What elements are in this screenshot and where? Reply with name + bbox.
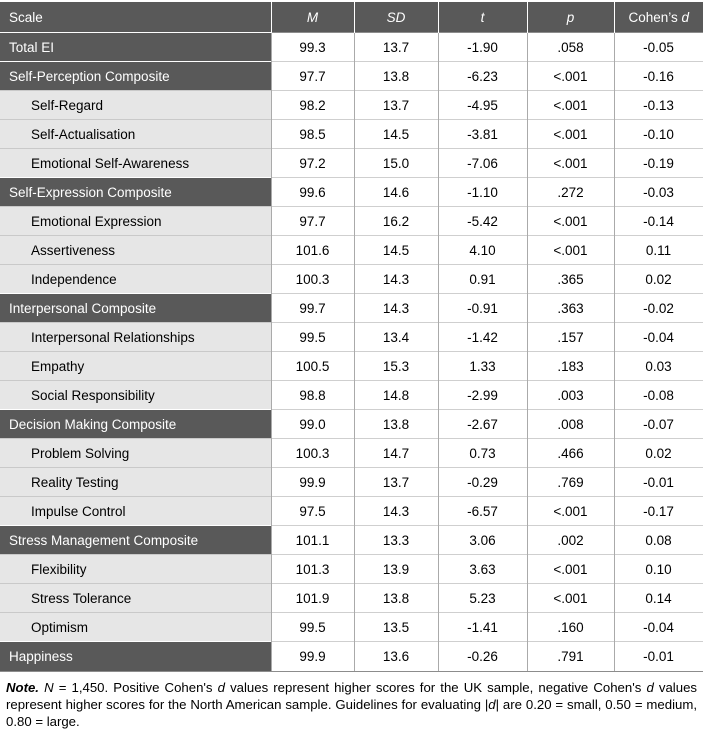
row-value-m: 97.2 — [271, 149, 354, 178]
column-header-cohens-d: Cohen’s d — [614, 1, 703, 33]
row-value-m: 97.7 — [271, 207, 354, 236]
note-segment-2: values represent higher scores for the UK sample, negative Cohen's — [224, 679, 647, 695]
row-value-p: .157 — [527, 323, 614, 352]
row-value-t: -1.90 — [438, 33, 527, 62]
note-d-symbol-2: d — [646, 679, 654, 695]
row-value-p: <.001 — [527, 584, 614, 613]
row-value-sd: 13.7 — [354, 468, 438, 497]
row-value-d: 0.02 — [614, 439, 703, 468]
row-value-d: -0.17 — [614, 497, 703, 526]
row-value-sd: 13.8 — [354, 584, 438, 613]
row-value-p: <.001 — [527, 120, 614, 149]
row-value-m: 99.6 — [271, 178, 354, 207]
row-value-p: .791 — [527, 642, 614, 671]
row-value-sd: 13.8 — [354, 410, 438, 439]
row-value-t: -6.23 — [438, 62, 527, 91]
row-value-m: 100.3 — [271, 265, 354, 294]
row-value-sd: 13.7 — [354, 33, 438, 62]
row-scale-label: Self-Expression Composite — [0, 178, 271, 207]
row-value-sd: 14.6 — [354, 178, 438, 207]
row-value-p: <.001 — [527, 207, 614, 236]
row-value-t: -0.29 — [438, 468, 527, 497]
row-value-d: -0.13 — [614, 91, 703, 120]
header-row — [0, 1, 703, 33]
row-value-sd: 14.5 — [354, 236, 438, 265]
row-scale-label: Emotional Self-Awareness — [0, 149, 271, 178]
row-value-m: 99.9 — [271, 642, 354, 671]
row-value-t: -2.99 — [438, 381, 527, 410]
row-value-t: -1.42 — [438, 323, 527, 352]
row-value-t: 3.06 — [438, 526, 527, 555]
row-value-d: -0.07 — [614, 410, 703, 439]
column-header-p — [527, 1, 614, 33]
row-value-m: 98.8 — [271, 381, 354, 410]
row-scale-label: Social Responsibility — [0, 381, 271, 410]
row-value-t: 4.10 — [438, 236, 527, 265]
row-value-t: -3.81 — [438, 120, 527, 149]
row-value-d: -0.03 — [614, 178, 703, 207]
cohens-d-italic-symbol: d — [681, 9, 690, 25]
row-value-d: -0.04 — [614, 323, 703, 352]
row-scale-label: Assertiveness — [0, 236, 271, 265]
row-value-d: -0.08 — [614, 381, 703, 410]
row-value-d: -0.05 — [614, 33, 703, 62]
table-row — [0, 265, 703, 294]
row-value-t: -1.10 — [438, 178, 527, 207]
row-value-sd: 14.3 — [354, 497, 438, 526]
row-scale-label: Interpersonal Relationships — [0, 323, 271, 352]
row-value-d: -0.19 — [614, 149, 703, 178]
row-scale-label: Self-Regard — [0, 91, 271, 120]
row-value-p: .272 — [527, 178, 614, 207]
row-scale-label: Stress Tolerance — [0, 584, 271, 613]
table-row — [0, 497, 703, 526]
row-value-t: -7.06 — [438, 149, 527, 178]
note-label: Note. — [6, 679, 39, 695]
row-value-p: .058 — [527, 33, 614, 62]
row-value-t: -5.42 — [438, 207, 527, 236]
table-row — [0, 352, 703, 381]
row-value-t: 5.23 — [438, 584, 527, 613]
row-value-t: -4.95 — [438, 91, 527, 120]
row-value-sd: 13.7 — [354, 91, 438, 120]
column-header-sd-label: SD — [386, 9, 406, 25]
row-value-t: -1.41 — [438, 613, 527, 642]
row-value-m: 100.3 — [271, 439, 354, 468]
row-value-m: 98.2 — [271, 91, 354, 120]
row-value-d: -0.10 — [614, 120, 703, 149]
row-scale-label: Total EI — [0, 33, 271, 62]
note-segment-3: values represent higher scores for the North American sample. Guidelines for evaluating | — [6, 679, 697, 712]
row-scale-label: Interpersonal Composite — [0, 294, 271, 323]
column-header-mean-label: M — [306, 9, 319, 25]
row-value-sd: 13.8 — [354, 62, 438, 91]
table-row — [0, 62, 703, 91]
row-value-sd: 14.8 — [354, 381, 438, 410]
row-value-sd: 15.0 — [354, 149, 438, 178]
row-value-d: -0.02 — [614, 294, 703, 323]
table-row — [0, 323, 703, 352]
row-value-p: <.001 — [527, 62, 614, 91]
row-value-sd: 14.7 — [354, 439, 438, 468]
row-value-sd: 13.5 — [354, 613, 438, 642]
column-header-t-label: t — [480, 9, 485, 25]
row-value-p: .160 — [527, 613, 614, 642]
row-scale-label: Decision Making Composite — [0, 410, 271, 439]
row-value-sd: 13.3 — [354, 526, 438, 555]
row-scale-label: Self-Perception Composite — [0, 62, 271, 91]
row-value-p: <.001 — [527, 555, 614, 584]
row-value-t: 3.63 — [438, 555, 527, 584]
row-value-d: 0.02 — [614, 265, 703, 294]
note-segment-4: | are 0.20 = small, 0.50 = medium, 0.80 = large. — [6, 696, 697, 729]
row-value-m: 101.3 — [271, 555, 354, 584]
column-header-mean — [271, 1, 354, 33]
row-value-p: <.001 — [527, 236, 614, 265]
row-value-m: 98.5 — [271, 120, 354, 149]
row-value-sd: 16.2 — [354, 207, 438, 236]
row-value-t: -2.67 — [438, 410, 527, 439]
row-value-m: 99.0 — [271, 410, 354, 439]
table-row — [0, 642, 703, 671]
table-row — [0, 149, 703, 178]
row-value-p: <.001 — [527, 91, 614, 120]
row-value-p: .003 — [527, 381, 614, 410]
table-row — [0, 207, 703, 236]
table-row — [0, 613, 703, 642]
note-n-symbol: N — [44, 679, 54, 695]
table-row — [0, 294, 703, 323]
row-scale-label: Flexibility — [0, 555, 271, 584]
row-scale-label: Optimism — [0, 613, 271, 642]
note-d-symbol-1: d — [217, 679, 225, 695]
row-scale-label: Problem Solving — [0, 439, 271, 468]
table-row — [0, 584, 703, 613]
row-value-sd: 14.3 — [354, 294, 438, 323]
row-value-sd: 13.6 — [354, 642, 438, 671]
row-value-t: -0.91 — [438, 294, 527, 323]
row-scale-label: Emotional Expression — [0, 207, 271, 236]
row-value-sd: 14.3 — [354, 265, 438, 294]
column-header-p-label: p — [566, 9, 575, 25]
column-header-t — [438, 1, 527, 33]
row-scale-label: Independence — [0, 265, 271, 294]
row-value-p: .183 — [527, 352, 614, 381]
table-row — [0, 439, 703, 468]
table-row — [0, 468, 703, 497]
row-value-m: 101.9 — [271, 584, 354, 613]
row-value-m: 99.7 — [271, 294, 354, 323]
row-scale-label: Happiness — [0, 642, 271, 671]
row-value-p: .769 — [527, 468, 614, 497]
row-value-d: 0.14 — [614, 584, 703, 613]
row-value-p: .466 — [527, 439, 614, 468]
table-row — [0, 410, 703, 439]
row-scale-label: Impulse Control — [0, 497, 271, 526]
table-row — [0, 381, 703, 410]
column-header-scale: Scale — [0, 1, 271, 33]
table-row — [0, 555, 703, 584]
row-scale-label: Empathy — [0, 352, 271, 381]
row-scale-label: Self-Actualisation — [0, 120, 271, 149]
table-note — [0, 672, 703, 730]
table-row — [0, 526, 703, 555]
row-scale-label: Reality Testing — [0, 468, 271, 497]
row-value-m: 99.9 — [271, 468, 354, 497]
row-value-t: -6.57 — [438, 497, 527, 526]
row-value-p: .008 — [527, 410, 614, 439]
row-value-m: 99.3 — [271, 33, 354, 62]
row-value-sd: 13.9 — [354, 555, 438, 584]
row-value-d: -0.04 — [614, 613, 703, 642]
row-value-d: -0.01 — [614, 468, 703, 497]
row-value-d: 0.03 — [614, 352, 703, 381]
row-value-d: 0.11 — [614, 236, 703, 265]
row-value-m: 97.5 — [271, 497, 354, 526]
table-row — [0, 120, 703, 149]
table-body — [0, 33, 703, 671]
row-value-t: -0.26 — [438, 642, 527, 671]
row-value-m: 100.5 — [271, 352, 354, 381]
row-value-sd: 13.4 — [354, 323, 438, 352]
row-value-d: -0.16 — [614, 62, 703, 91]
row-value-d: -0.14 — [614, 207, 703, 236]
note-d-symbol-3: d — [488, 696, 496, 712]
row-value-m: 101.6 — [271, 236, 354, 265]
row-value-p: .002 — [527, 526, 614, 555]
table-header — [0, 1, 703, 33]
row-value-d: 0.10 — [614, 555, 703, 584]
row-value-p: <.001 — [527, 149, 614, 178]
note-segment-1: = 1,450. Positive Cohen's — [53, 679, 218, 695]
row-value-m: 99.5 — [271, 613, 354, 642]
column-header-sd — [354, 1, 438, 33]
row-value-sd: 14.5 — [354, 120, 438, 149]
row-value-t: 0.73 — [438, 439, 527, 468]
row-value-m: 99.5 — [271, 323, 354, 352]
table-row — [0, 178, 703, 207]
row-value-t: 1.33 — [438, 352, 527, 381]
row-value-sd: 15.3 — [354, 352, 438, 381]
row-value-d: -0.01 — [614, 642, 703, 671]
row-value-p: .363 — [527, 294, 614, 323]
table-row — [0, 33, 703, 62]
row-value-m: 101.1 — [271, 526, 354, 555]
row-value-p: <.001 — [527, 497, 614, 526]
row-value-m: 97.7 — [271, 62, 354, 91]
row-scale-label: Stress Management Composite — [0, 526, 271, 555]
table-row — [0, 91, 703, 120]
row-value-p: .365 — [527, 265, 614, 294]
table-row — [0, 236, 703, 265]
row-value-t: 0.91 — [438, 265, 527, 294]
row-value-d: 0.08 — [614, 526, 703, 555]
